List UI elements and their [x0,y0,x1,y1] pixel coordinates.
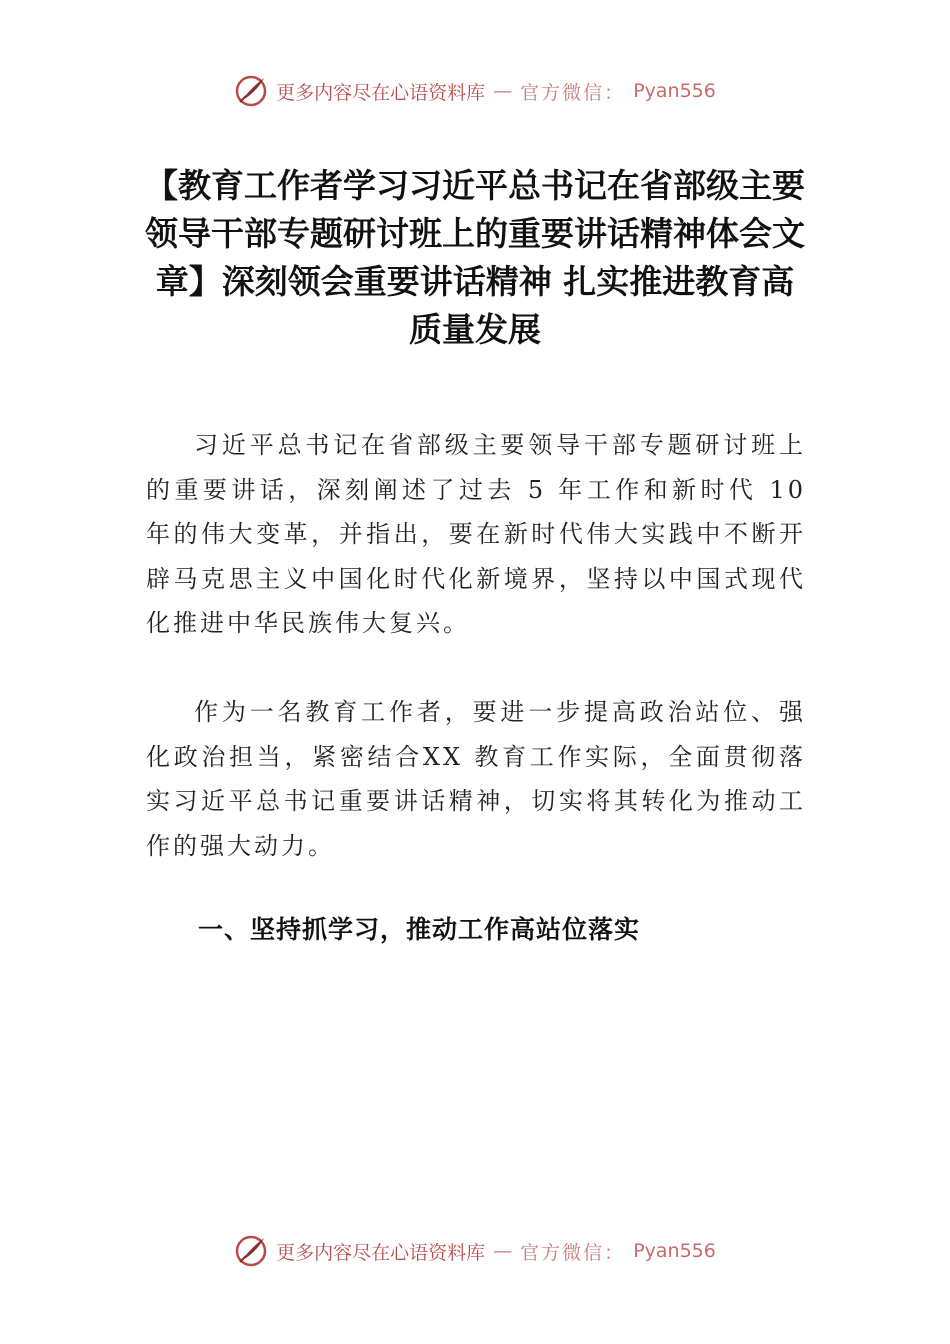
body-paragraph-2: 作为一名教育工作者，要进一步提高政治站位、强化政治担当，紧密结合XX 教育工作实际，全面贯彻落实习近平总书记重要讲话精神，切实将其转化为推动工作的强大动力。 [146,698,806,860]
watermark-wechat-id: Pyan556 [633,80,716,102]
watermark-text: 更多内容尽在心语资料库 [276,1241,486,1264]
header-watermark [0,74,950,108]
watermark-wechat-id: Pyan556 [633,1240,716,1262]
watermark-separator: — [493,80,513,102]
watermark-wechat-label: 官方微信： [520,81,626,104]
footer-watermark [0,1234,950,1268]
document-title: 【教育工作者学习习近平总书记在省部级主要领导干部专题研讨班上的重要讲话精神体会文章】深刻领会重要讲话精神 扎实推进教育高质量发展 [145,166,805,349]
watermark-text: 更多内容尽在心语资料库 [276,81,486,104]
quill-pen-logo-icon [234,1234,268,1268]
section-heading: 一、坚持抓学习，推动工作高站位落实 [198,915,641,944]
quill-pen-logo-icon [234,74,268,108]
body-paragraph-1: 习近平总书记在省部级主要领导干部专题研讨班上的重要讲话，深刻阐述了过去 5 年工作和新时代 10 年的伟大变革，并指出，要在新时代伟大实践中不断开辟马克思主义中国化时代化新境界，坚持以中国式现代化推进中华民族伟大复兴。 [146,431,806,637]
watermark-wechat-label: 官方微信： [520,1241,626,1264]
watermark-separator: — [493,1240,513,1262]
